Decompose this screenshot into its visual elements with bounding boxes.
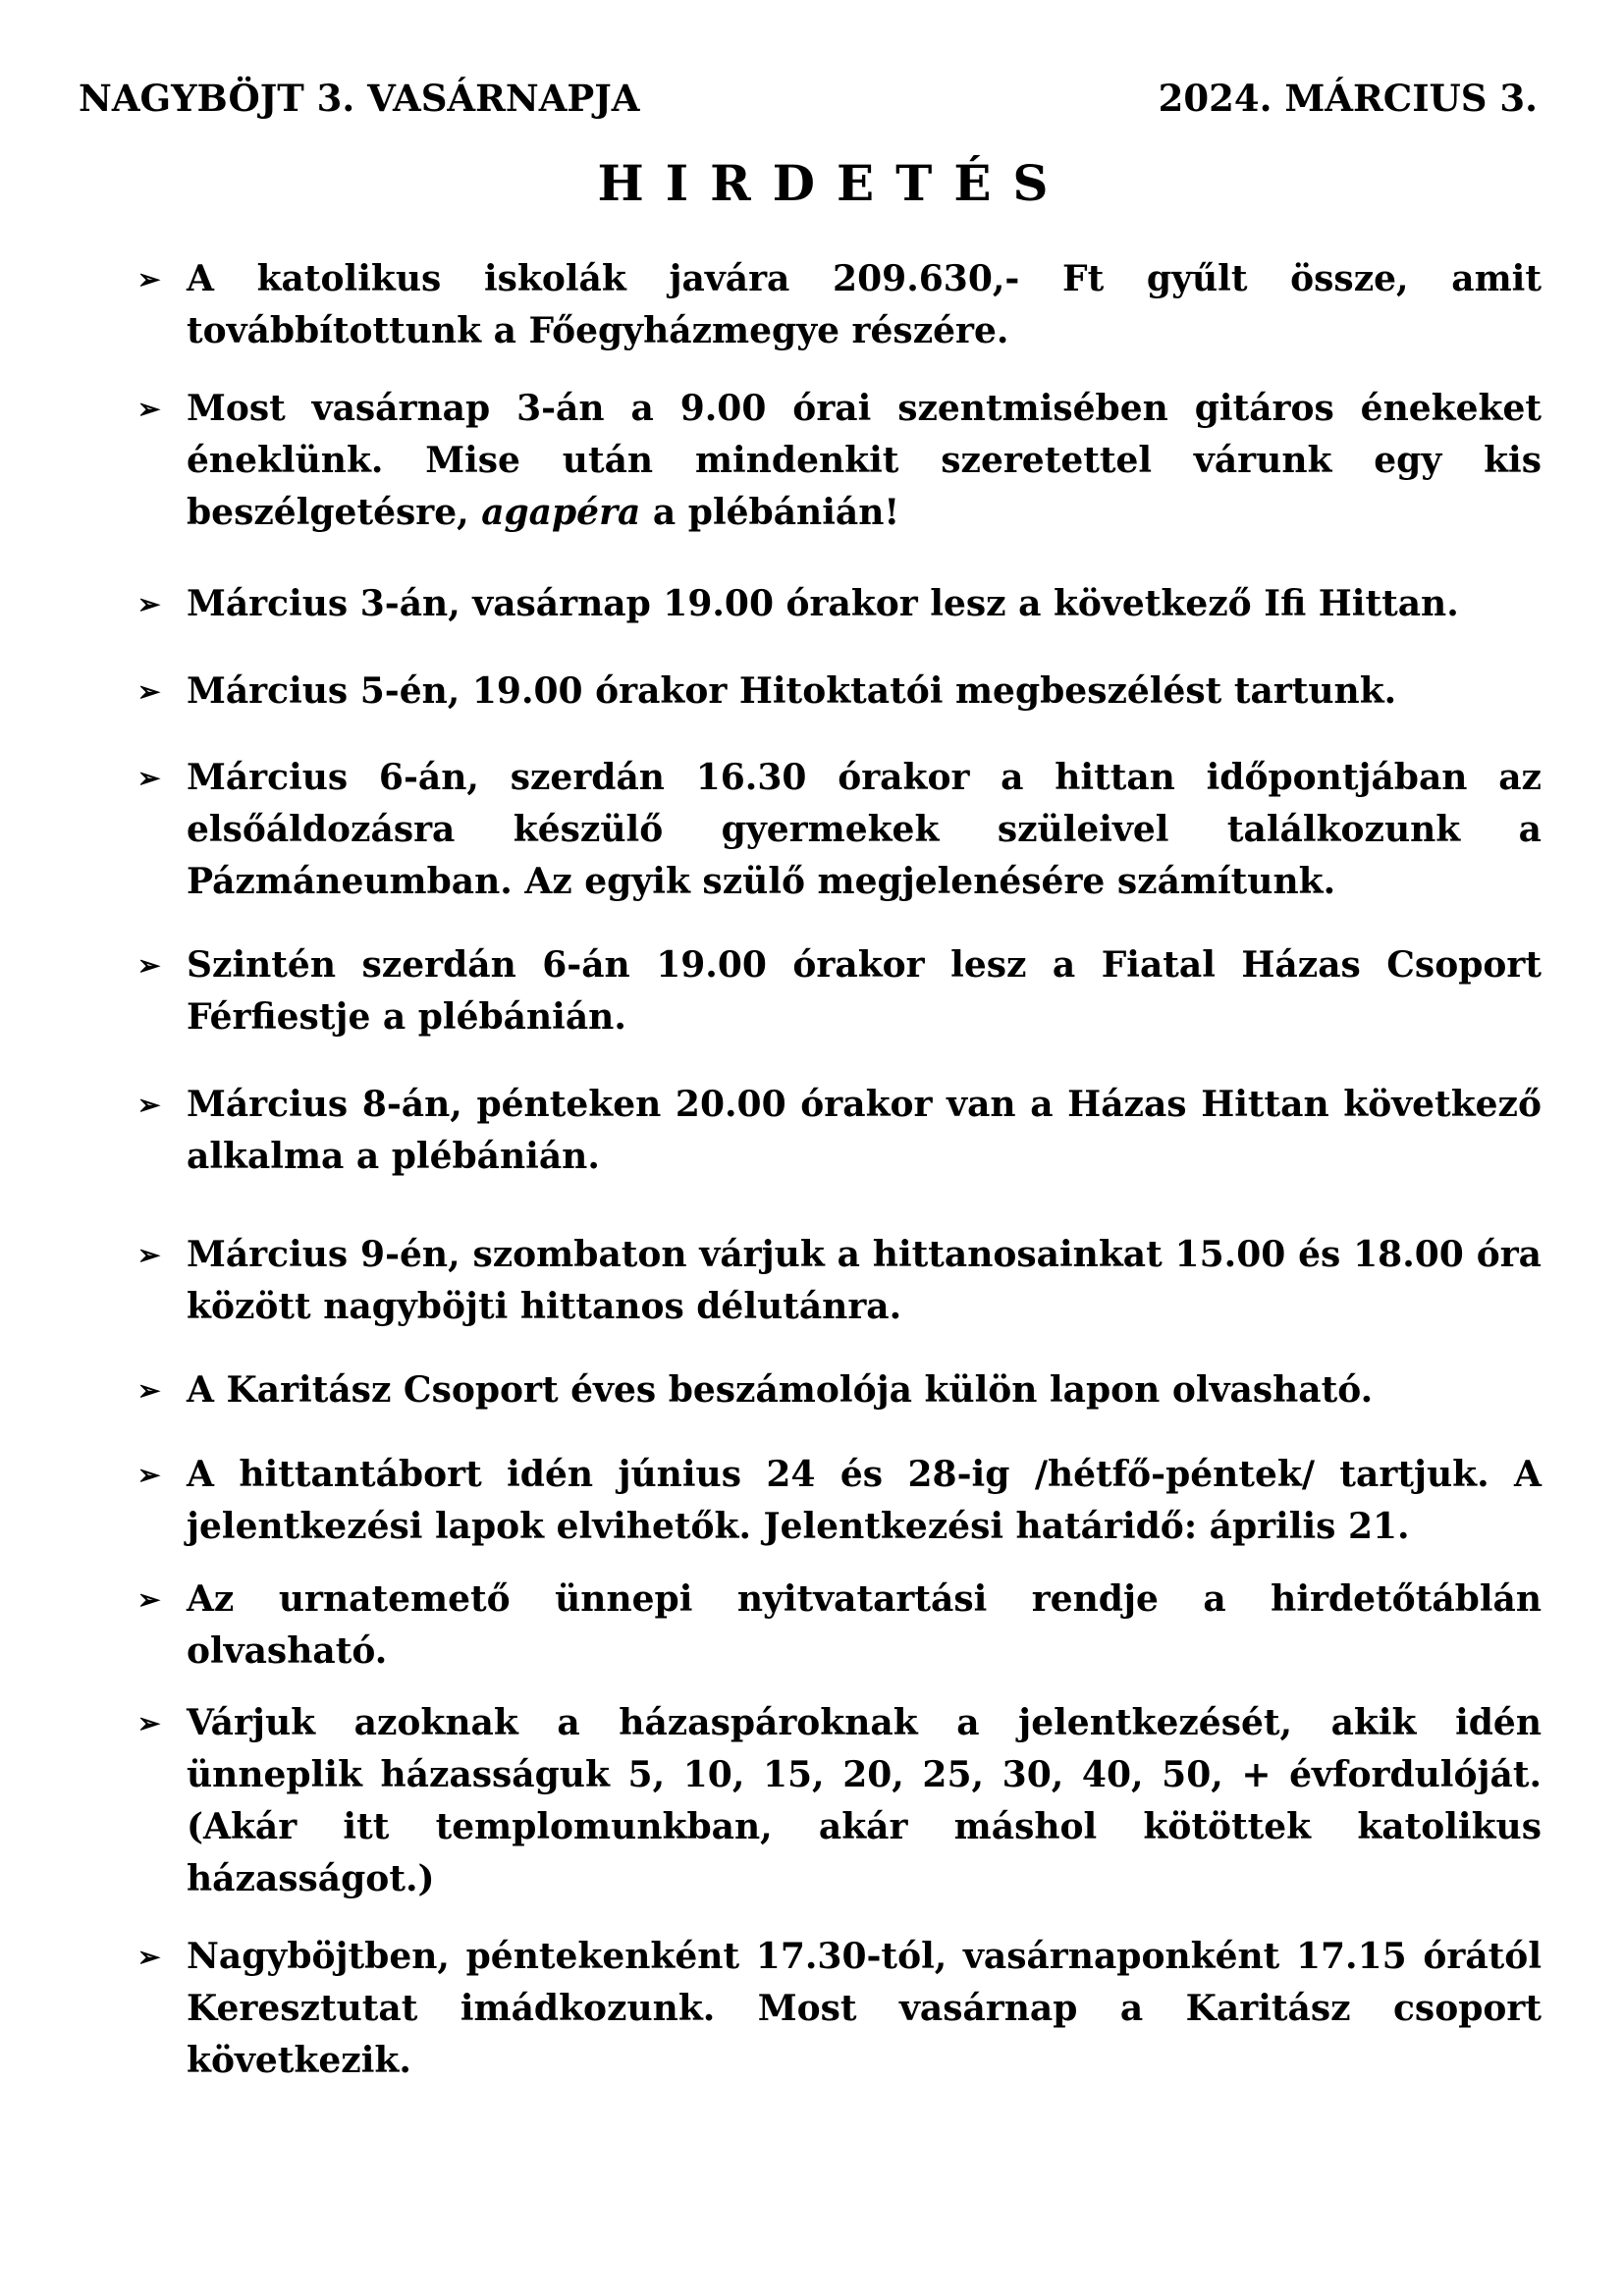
list-item-text-end: a plébánián! xyxy=(640,492,900,533)
list-item-text: Március 3-án, vasárnap 19.00 órakor lesz a következő Ifi Hittan. xyxy=(187,583,1459,624)
list-item xyxy=(137,253,1542,357)
list-item-text: Március 5-én, 19.00 órakor Hitoktatói megbeszélést tartunk. xyxy=(187,670,1397,712)
list-item xyxy=(137,666,1542,718)
list-item xyxy=(137,1574,1542,1678)
list-item-text: Március 8-án, pénteken 20.00 órakor van a Házas Hittan következő alkalma a plébánián. xyxy=(187,1084,1542,1177)
arrowhead-bullet-icon: ➢ xyxy=(137,1707,161,1739)
list-item-text: Nagyböjtben, péntekenként 17.30-tól, vasárnaponként 17.15 órától Keresztutat imádkozunk. Most vasárnap a Karitász csoport következik. xyxy=(187,1936,1542,2081)
list-item xyxy=(137,578,1542,630)
list-item xyxy=(137,1364,1542,1416)
arrowhead-bullet-icon: ➢ xyxy=(137,588,161,620)
list-item xyxy=(137,1931,1542,2087)
arrowhead-bullet-icon: ➢ xyxy=(137,263,161,295)
list-item xyxy=(137,1229,1542,1333)
list-item-text: Szintén szerdán 6-án 19.00 órakor lesz a Fiatal Házas Csoport Férfiestje a plébánián. xyxy=(187,944,1542,1038)
list-item-text xyxy=(187,383,1542,539)
arrowhead-bullet-icon: ➢ xyxy=(137,393,161,425)
arrowhead-bullet-icon: ➢ xyxy=(137,675,161,708)
list-item-text: Március 9-én, szombaton várjuk a hittanosainkat 15.00 és 18.00 óra között nagyböjti hittanos délutánra. xyxy=(187,1234,1542,1327)
list-item-text-start: Most vasárnap 3-án a 9.00 órai szentmisében gitáros énekeket éneklünk. Mise után mindenkit szeretettel várunk egy kis beszélgetésre, xyxy=(187,388,1542,533)
list-item-text: Várjuk azoknak a házaspároknak a jelentkezését, akik idén ünneplik házasságuk 5, 10, 15, 20, 25, 30, 40, 50, + évfordulóját. (Akár itt templomunkban, akár máshol kötöttek katolikus házasságot.) xyxy=(187,1702,1542,1899)
list-item-text: A hittantábort idén június 24 és 28-ig /hétfő-péntek/ tartjuk. A jelentkezési lapok elvihetők. Jelentkezési határidő: április 21. xyxy=(187,1454,1542,1547)
list-item xyxy=(137,383,1542,539)
arrowhead-bullet-icon: ➢ xyxy=(137,1941,161,1973)
list-item xyxy=(137,752,1542,908)
arrowhead-bullet-icon: ➢ xyxy=(137,1239,161,1271)
list-item xyxy=(137,1079,1542,1183)
list-item-text: A katolikus iskolák javára 209.630,- Ft gyűlt össze, amit továbbítottunk a Főegyházmegye részére. xyxy=(187,258,1542,351)
header xyxy=(79,75,1538,122)
header-occasion: NAGYBÖJT 3. VASÁRNAPJA xyxy=(79,77,640,120)
list-item xyxy=(137,1449,1542,1553)
announcement-list xyxy=(137,253,1542,2087)
arrowhead-bullet-icon: ➢ xyxy=(137,1459,161,1491)
list-item-text: A Karitász Csoport éves beszámolója külön lapon olvasható. xyxy=(187,1369,1374,1411)
arrowhead-bullet-icon: ➢ xyxy=(137,1089,161,1121)
arrowhead-bullet-icon: ➢ xyxy=(137,762,161,794)
arrowhead-bullet-icon: ➢ xyxy=(137,949,161,982)
list-item-text: Március 6-án, szerdán 16.30 órakor a hittan időpontjában az elsőáldozásra készülő gyermekek szüleivel találkozunk a Pázmáneumban. Az egyik szülő megjelenésére számítunk. xyxy=(187,757,1542,902)
emphasized-word: agapéra xyxy=(481,492,641,533)
list-item xyxy=(137,939,1542,1043)
list-item-text: Az urnatemető ünnepi nyitvatartási rendje a hirdetőtáblán olvasható. xyxy=(187,1578,1542,1672)
header-date: 2024. MÁRCIUS 3. xyxy=(1158,77,1538,120)
arrowhead-bullet-icon: ➢ xyxy=(137,1583,161,1616)
arrowhead-bullet-icon: ➢ xyxy=(137,1374,161,1407)
list-item xyxy=(137,1697,1542,1905)
page-title: HIRDETÉS xyxy=(597,154,1070,212)
